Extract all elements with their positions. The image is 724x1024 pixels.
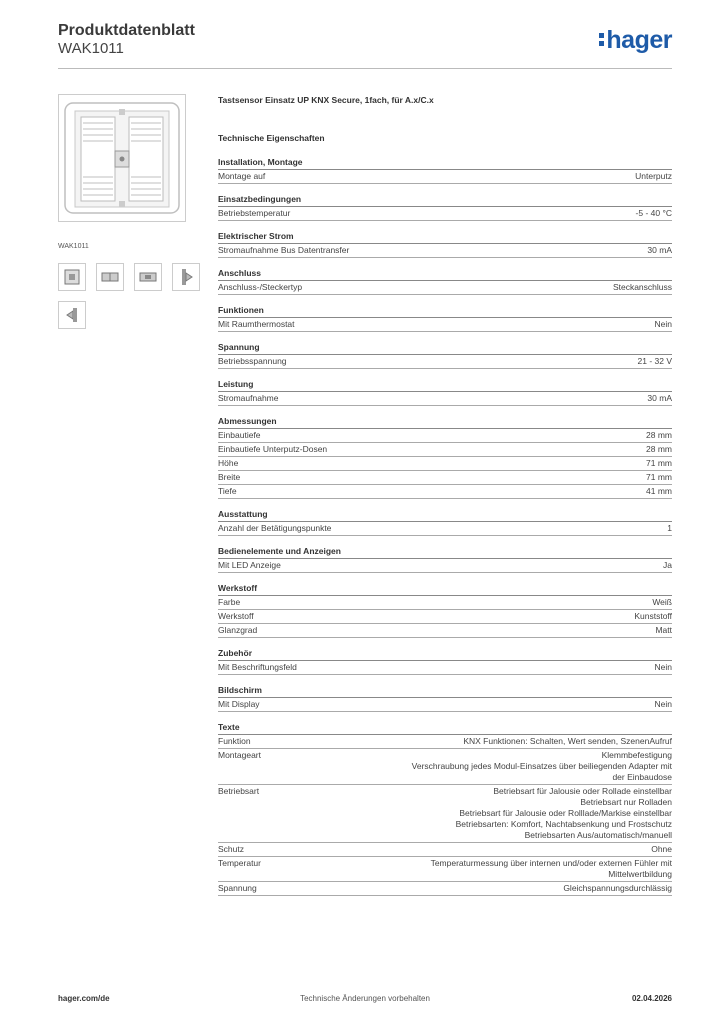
module-front-icon	[59, 264, 85, 290]
spec-value-line: Betriebsarten: Komfort, Nachtabsenkung und Frostschutz	[455, 819, 672, 829]
spec-row	[218, 485, 672, 499]
spec-key: Schutz	[218, 844, 244, 854]
spec-value-line: 28 mm	[646, 430, 672, 440]
module-back-icon	[59, 302, 85, 328]
spec-value-line: Nein	[654, 699, 672, 709]
spec-section	[218, 341, 672, 369]
thumbnail-profile[interactable]	[172, 263, 200, 291]
spec-value	[261, 736, 672, 747]
product-code: WAK1011	[58, 40, 124, 57]
spec-value	[288, 393, 672, 404]
thumbnail-side-a[interactable]	[96, 263, 124, 291]
spec-value-line: Kunststoff	[634, 611, 672, 621]
spec-key: Spannung	[218, 883, 257, 893]
spec-value-line: Verschraubung jedes Modul-Einsatzes über beiliegenden Adapter mit	[411, 761, 672, 771]
spec-value	[341, 523, 672, 534]
spec-value	[300, 208, 672, 219]
spec-row	[218, 207, 672, 221]
footer-website[interactable]: hager.com/de	[58, 994, 110, 1003]
spec-key: Stromaufnahme	[218, 393, 279, 403]
spec-section	[218, 684, 672, 712]
spec-key: Werkstoff	[218, 611, 254, 621]
spec-row	[218, 457, 672, 471]
spec-key: Stromaufnahme Bus Datentransfer	[218, 245, 350, 255]
spec-row	[218, 596, 672, 610]
spec-value-line: 28 mm	[646, 444, 672, 454]
spec-value	[271, 858, 672, 880]
spec-section	[218, 415, 672, 499]
spec-value-line: 21 - 32 V	[637, 356, 672, 366]
spec-value	[267, 883, 672, 894]
spec-key: Betriebstemperatur	[218, 208, 291, 218]
spec-section	[218, 647, 672, 675]
page-footer	[58, 994, 672, 1008]
spec-row	[218, 318, 672, 332]
spec-value	[359, 245, 672, 256]
spec-key: Mit Raumthermostat	[218, 319, 295, 329]
spec-value-line: der Einbaudose	[612, 772, 672, 782]
spec-key: Farbe	[218, 597, 241, 607]
footer-disclaimer: Technische Änderungen vorbehalten	[300, 994, 430, 1003]
spec-value	[267, 625, 672, 636]
spec-key: Anzahl der Betätigungspunkte	[218, 523, 332, 533]
page-header	[58, 20, 672, 68]
product-image[interactable]	[58, 94, 186, 222]
thumbnail-back[interactable]	[58, 301, 86, 329]
spec-key: Einbautiefe Unterputz-Dosen	[218, 444, 328, 454]
spec-row	[218, 698, 672, 712]
spec-row	[218, 244, 672, 258]
section-title: Ausstattung	[218, 508, 672, 522]
spec-value-line: 30 mA	[647, 393, 672, 403]
spec-key: Betriebsspannung	[218, 356, 287, 366]
spec-row	[218, 281, 672, 295]
spec-key: Mit Display	[218, 699, 260, 709]
spec-value-line: Mittelwertbildung	[608, 869, 672, 879]
logo-dots-icon	[599, 30, 604, 49]
section-title: Abmessungen	[218, 415, 672, 429]
spec-value-line: 1	[667, 523, 672, 533]
spec-section	[218, 156, 672, 184]
spec-value-line: Temperaturmessung über internen und/oder externen Fühler mit	[430, 858, 672, 868]
spec-value	[312, 282, 672, 293]
spec-row	[218, 170, 672, 184]
section-title: Installation, Montage	[218, 156, 672, 170]
section-title: Elektrischer Strom	[218, 230, 672, 244]
spec-section	[218, 230, 672, 258]
spec-value	[248, 458, 672, 469]
spec-row	[218, 610, 672, 624]
spec-key: Einbautiefe	[218, 430, 261, 440]
spec-value	[305, 319, 672, 330]
spec-section	[218, 267, 672, 295]
spec-value	[250, 472, 672, 483]
spec-key: Tiefe	[218, 486, 237, 496]
spec-value-line: Steckanschluss	[612, 282, 672, 292]
spec-sections	[218, 156, 672, 896]
spec-key: Glanzgrad	[218, 625, 258, 635]
spec-value	[275, 171, 672, 182]
spec-value-line: -5 - 40 °C	[635, 208, 672, 218]
switch-module-icon	[59, 95, 185, 221]
section-title: Bildschirm	[218, 684, 672, 698]
spec-key: Breite	[218, 472, 241, 482]
section-title: Anschluss	[218, 267, 672, 281]
spec-key: Montage auf	[218, 171, 266, 181]
spec-value-line: 41 mm	[646, 486, 672, 496]
spec-value-line: Weiß	[652, 597, 672, 607]
spec-value	[337, 444, 672, 455]
section-title: Leistung	[218, 378, 672, 392]
section-title: Einsatzbedingungen	[218, 193, 672, 207]
spec-section	[218, 508, 672, 536]
spec-value-line: Klemmbefestigung	[601, 750, 672, 760]
spec-row	[218, 392, 672, 406]
module-profile-icon	[173, 264, 199, 290]
spec-value-line: Betriebsart für Jalousie oder Rolllade/Markise einstellbar	[459, 808, 672, 818]
section-title: Bedienelemente und Anzeigen	[218, 545, 672, 559]
spec-value	[271, 750, 672, 783]
thumbnail-front[interactable]	[58, 263, 86, 291]
spec-value	[270, 699, 672, 710]
spec-row	[218, 624, 672, 638]
spec-row	[218, 443, 672, 457]
spec-value-line: Gleichspannungsdurchlässig	[563, 883, 672, 893]
spec-value-line: Ohne	[651, 844, 672, 854]
image-caption: WAK1011	[58, 243, 89, 250]
spec-value-line: Matt	[655, 625, 672, 635]
datasheet-content	[218, 94, 672, 905]
section-title: Texte	[218, 721, 672, 735]
page-title: Produktdatenblatt	[58, 22, 195, 39]
spec-value-line: Unterputz	[635, 171, 672, 181]
spec-row	[218, 843, 672, 857]
spec-row	[218, 749, 672, 785]
spec-row	[218, 559, 672, 573]
spec-value-line: Nein	[654, 662, 672, 672]
spec-row	[218, 785, 672, 843]
spec-section	[218, 721, 672, 896]
module-top-icon	[135, 264, 161, 290]
module-side-icon	[97, 264, 123, 290]
spec-key: Höhe	[218, 458, 239, 468]
spec-key: Temperatur	[218, 858, 261, 868]
spec-row	[218, 857, 672, 882]
section-title: Zubehör	[218, 647, 672, 661]
spec-value	[307, 662, 672, 673]
spec-key: Montageart	[218, 750, 261, 760]
spec-row	[218, 661, 672, 675]
spec-value	[297, 356, 672, 367]
spec-row	[218, 735, 672, 749]
spec-section	[218, 378, 672, 406]
spec-row	[218, 355, 672, 369]
spec-value	[269, 786, 672, 841]
header-divider	[58, 68, 672, 69]
spec-key: Betriebsart	[218, 786, 260, 796]
spec-value-line: Betriebsart für Jalousie oder Rollade einstellbar	[493, 786, 672, 796]
spec-key: Funktion	[218, 736, 251, 746]
footer-date: 02.04.2026	[631, 994, 672, 1003]
spec-value-line: Betriebsart nur Rolladen	[580, 797, 672, 807]
spec-key: Mit Beschriftungsfeld	[218, 662, 297, 672]
section-title: Spannung	[218, 341, 672, 355]
spec-value-line: 71 mm	[646, 472, 672, 482]
spec-key: Mit LED Anzeige	[218, 560, 281, 570]
hager-logo[interactable]: hager	[599, 26, 672, 55]
thumbnail-side-b[interactable]	[134, 263, 162, 291]
spec-key: Anschluss-/Steckertyp	[218, 282, 303, 292]
spec-section	[218, 193, 672, 221]
spec-row	[218, 522, 672, 536]
spec-row	[218, 429, 672, 443]
spec-value	[271, 430, 672, 441]
section-title: Funktionen	[218, 304, 672, 318]
spec-value	[250, 597, 672, 608]
spec-value	[247, 486, 672, 497]
spec-value	[254, 844, 672, 855]
spec-section	[218, 304, 672, 332]
spec-value-line: Ja	[663, 560, 672, 570]
section-title: Werkstoff	[218, 582, 672, 596]
spec-row	[218, 882, 672, 896]
spec-row	[218, 471, 672, 485]
spec-value-line: 71 mm	[646, 458, 672, 468]
spec-section	[218, 545, 672, 573]
spec-value-line: Betriebsarten Aus/automatisch/manuell	[524, 830, 672, 840]
tech-properties-title: Technische Eigenschaften	[218, 133, 325, 143]
product-title: Tastsensor Einsatz UP KNX Secure, 1fach, für A.x/C.x	[218, 95, 434, 105]
spec-value	[291, 560, 672, 571]
spec-value-line: 30 mA	[647, 245, 672, 255]
spec-value	[264, 611, 672, 622]
spec-value-line: Nein	[654, 319, 672, 329]
spec-section	[218, 582, 672, 638]
spec-value-line: KNX Funktionen: Schalten, Wert senden, SzenenAufruf	[463, 736, 672, 746]
